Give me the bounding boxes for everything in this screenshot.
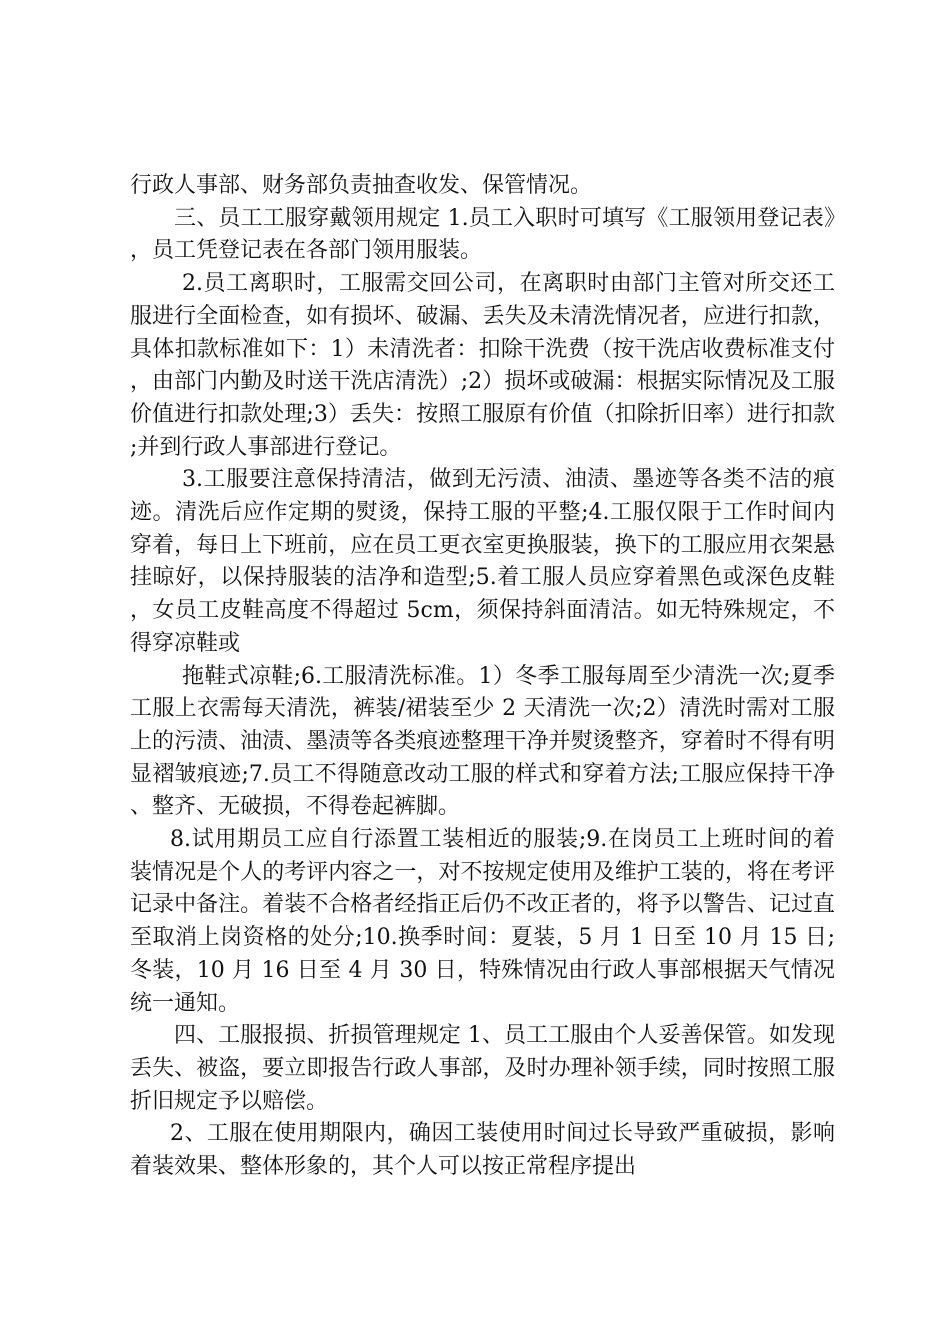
document-body (130, 170, 835, 1184)
paragraph-probation-and-seasons: 8.试用期员工应自行添置工装相近的服装;9.在岗员工上班时间的着装情况是个人的考评内容之一，对不按规定使用及维护工装的，将在考评记录中备注。着装不合格者经指正后仍不改正者的，将予以警告、记过直至取消上岗资格的处分;10.换季时间：夏装，5 月 1 日至 10 月 15 日;冬装，10 月 16 日至 4 月 30 日，特殊情况由行政人事部根据天气情况统一通知。 (130, 827, 835, 1016)
paragraph-worn-uniform-replacement: 2、工服在使用期限内，确因工装使用时间过长导致严重破损，影响着装效果、整体形象的，其个人可以按正常程序提出 (130, 1121, 835, 1180)
paragraph-section-four-damage-rules: 四、工服报损、折损管理规定 1、员工工服由个人妥善保管。如发现丢失、被盗，要立即报告行政人事部，及时办理补领手续，同时按照工服折旧规定予以赔偿。 (130, 1023, 835, 1114)
paragraph-resignation-return: 2.员工离职时，工服需交回公司，在离职时由部门主管对所交还工服进行全面检查，如有损坏、破漏、丢失及未清洗情况者，应进行扣款，具体扣款标准如下：1）未清洗者：扣除干洗费（按干洗店收费标准支付，由部门内勤及时送干洗店清洗）;2）损坏或破漏：根据实际情况及工服价值进行扣款处理;3）丢失：按照工服原有价值（扣除折旧率）进行扣款;并到行政人事部进行登记。 (130, 271, 835, 460)
paragraph-inspection: 行政人事部、财务部负责抽查收发、保管情况。 (130, 173, 593, 198)
paragraph-washing-standards: 拖鞋式凉鞋;6.工服清洗标准。1）冬季工服每周至少清洗一次;夏季工服上衣需每天清洗，裤装/裙装至少 2 天清洗一次;2）清洗时需对工服上的污渍、油渍、墨渍等各类痕迹整理干净并熨烫整齐，穿着时不得有明显褶皱痕迹;7.员工不得随意改动工服的样式和穿着方法;工服应保持干净、整齐、无破损，不得卷起裤脚。 (130, 663, 835, 820)
paragraph-section-three-uniform-rules: 三、员工工服穿戴领用规定 1.员工入职时可填写《工服领用登记表》，员工凭登记表在各部门领用服装。 (130, 205, 835, 264)
paragraph-cleanliness-rules: 3.工服要注意保持清洁，做到无污渍、油渍、墨迹等各类不洁的痕迹。清洗后应作定期的熨烫，保持工服的平整;4.工服仅限于工作时间内穿着，每日上下班前，应在员工更衣室更换服装，换下的工服应用衣架悬挂晾好，以保持服装的洁净和造型;5.着工服人员应穿着黑色或深色皮鞋，女员工皮鞋高度不得超过 5cm，须保持斜面清洁。如无特殊规定，不得穿凉鞋或 (130, 467, 835, 656)
